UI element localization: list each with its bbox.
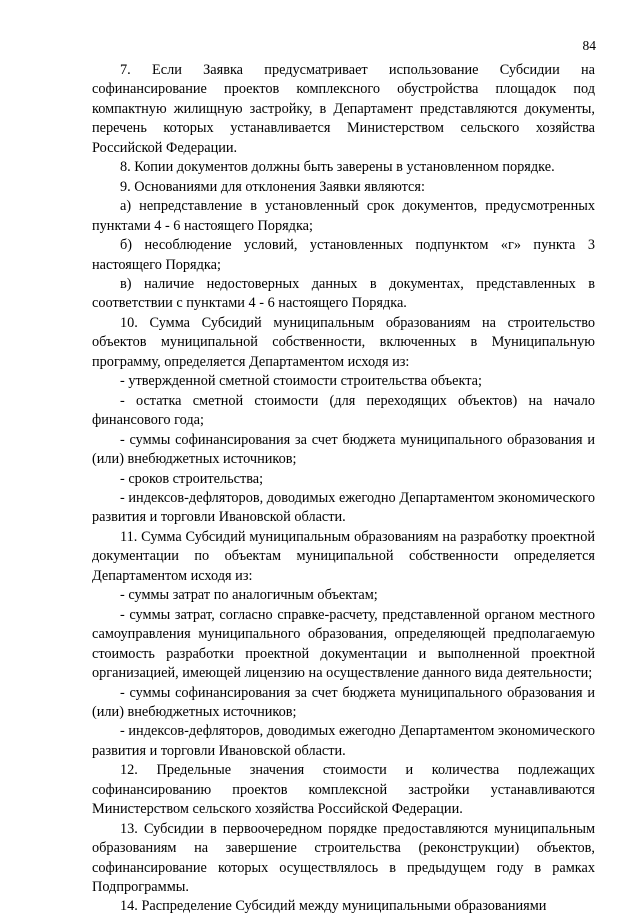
list-item-11-3: - суммы софинансирования за счет бюджета муниципального образования и (или) внебюджетных источников; (92, 684, 595, 720)
list-item-10-4: - сроков строительства; (120, 470, 264, 487)
paragraph-11: 11. Сумма Субсидий муниципальным образованиям на разработку проектной документации по объектам муниципальной собственности определяется Департаментом исходя из: (92, 528, 595, 584)
list-item-9c: в) наличие недостоверных данных в документах, представленных в соответствии с пунктами 4 - 6 настоящего Порядка. (92, 275, 595, 312)
paragraph-8: 8. Копии документов должны быть заверены в установленном порядке. (120, 159, 555, 176)
list-item-11-2: - суммы затрат, согласно справке-расчету, представленной органом местного самоуправления муниципального образования, определяющей предполагаемую стоимость разработки проектной документации и выполненной проектной организацией, имеющей лицензию на осуществление данного вида деятельности; (92, 606, 595, 682)
paragraph-12: 12. Предельные значения стоимости и количества подлежащих софинансированию проектов комплексной застройки устанавливаются Министерством сельского хозяйства Российской Федерации. (92, 762, 595, 818)
paragraph-14: 14. Распределение Субсидий между муниципальными образованиями (120, 898, 547, 915)
document-body (92, 61, 595, 917)
paragraph-7: 7. Если Заявка предусматривает использование Субсидии на софинансирование проектов комплексного обустройства площадок под компактную жилищную застройку, в Департамент представляются документы, перечень которых устанавливается Министерством сельского хозяйства Российской Федерации. (92, 62, 595, 156)
list-item-9b: б) несоблюдение условий, установленных подпунктом «г» пункта 3 настоящего Порядка; (92, 237, 595, 273)
list-item-10-2: - остатка сметной стоимости (для переходящих объектов) на начало финансового года; (92, 392, 595, 429)
list-item-11-4: - индексов-дефляторов, доводимых ежегодно Департаментом экономического развития и торговли Ивановской области. (92, 723, 595, 759)
list-item-10-3: - суммы софинансирования за счет бюджета муниципального образования и (или) внебюджетных источников; (92, 431, 595, 468)
list-item-9a: а) непредставление в установленный срок документов, предусмотренных пунктами 4 - 6 настоящего Порядка; (92, 198, 595, 234)
list-item-10-5: - индексов-дефляторов, доводимых ежегодно Департаментом экономического развития и торговли Ивановской области. (92, 489, 595, 526)
list-item-11-1: - суммы затрат по аналогичным объектам; (120, 587, 378, 604)
page-number: 84 (582, 38, 596, 53)
list-item-10-1: - утвержденной сметной стоимости строительства объекта; (120, 373, 482, 390)
paragraph-10: 10. Сумма Субсидий муниципальным образованиям на строительство объектов муниципальной собственности, включенных в Муниципальную программу, определяется Департаментом исходя из: (92, 314, 595, 370)
paragraph-9: 9. Основаниями для отклонения Заявки являются: (120, 178, 425, 195)
paragraph-13: 13. Субсидии в первоочередном порядке предоставляются муниципальным образованиям на завершение строительства (реконструкции) объектов, софинансирование которых осуществлялось в предыдущем году в рамках Подпрограммы. (92, 820, 595, 896)
